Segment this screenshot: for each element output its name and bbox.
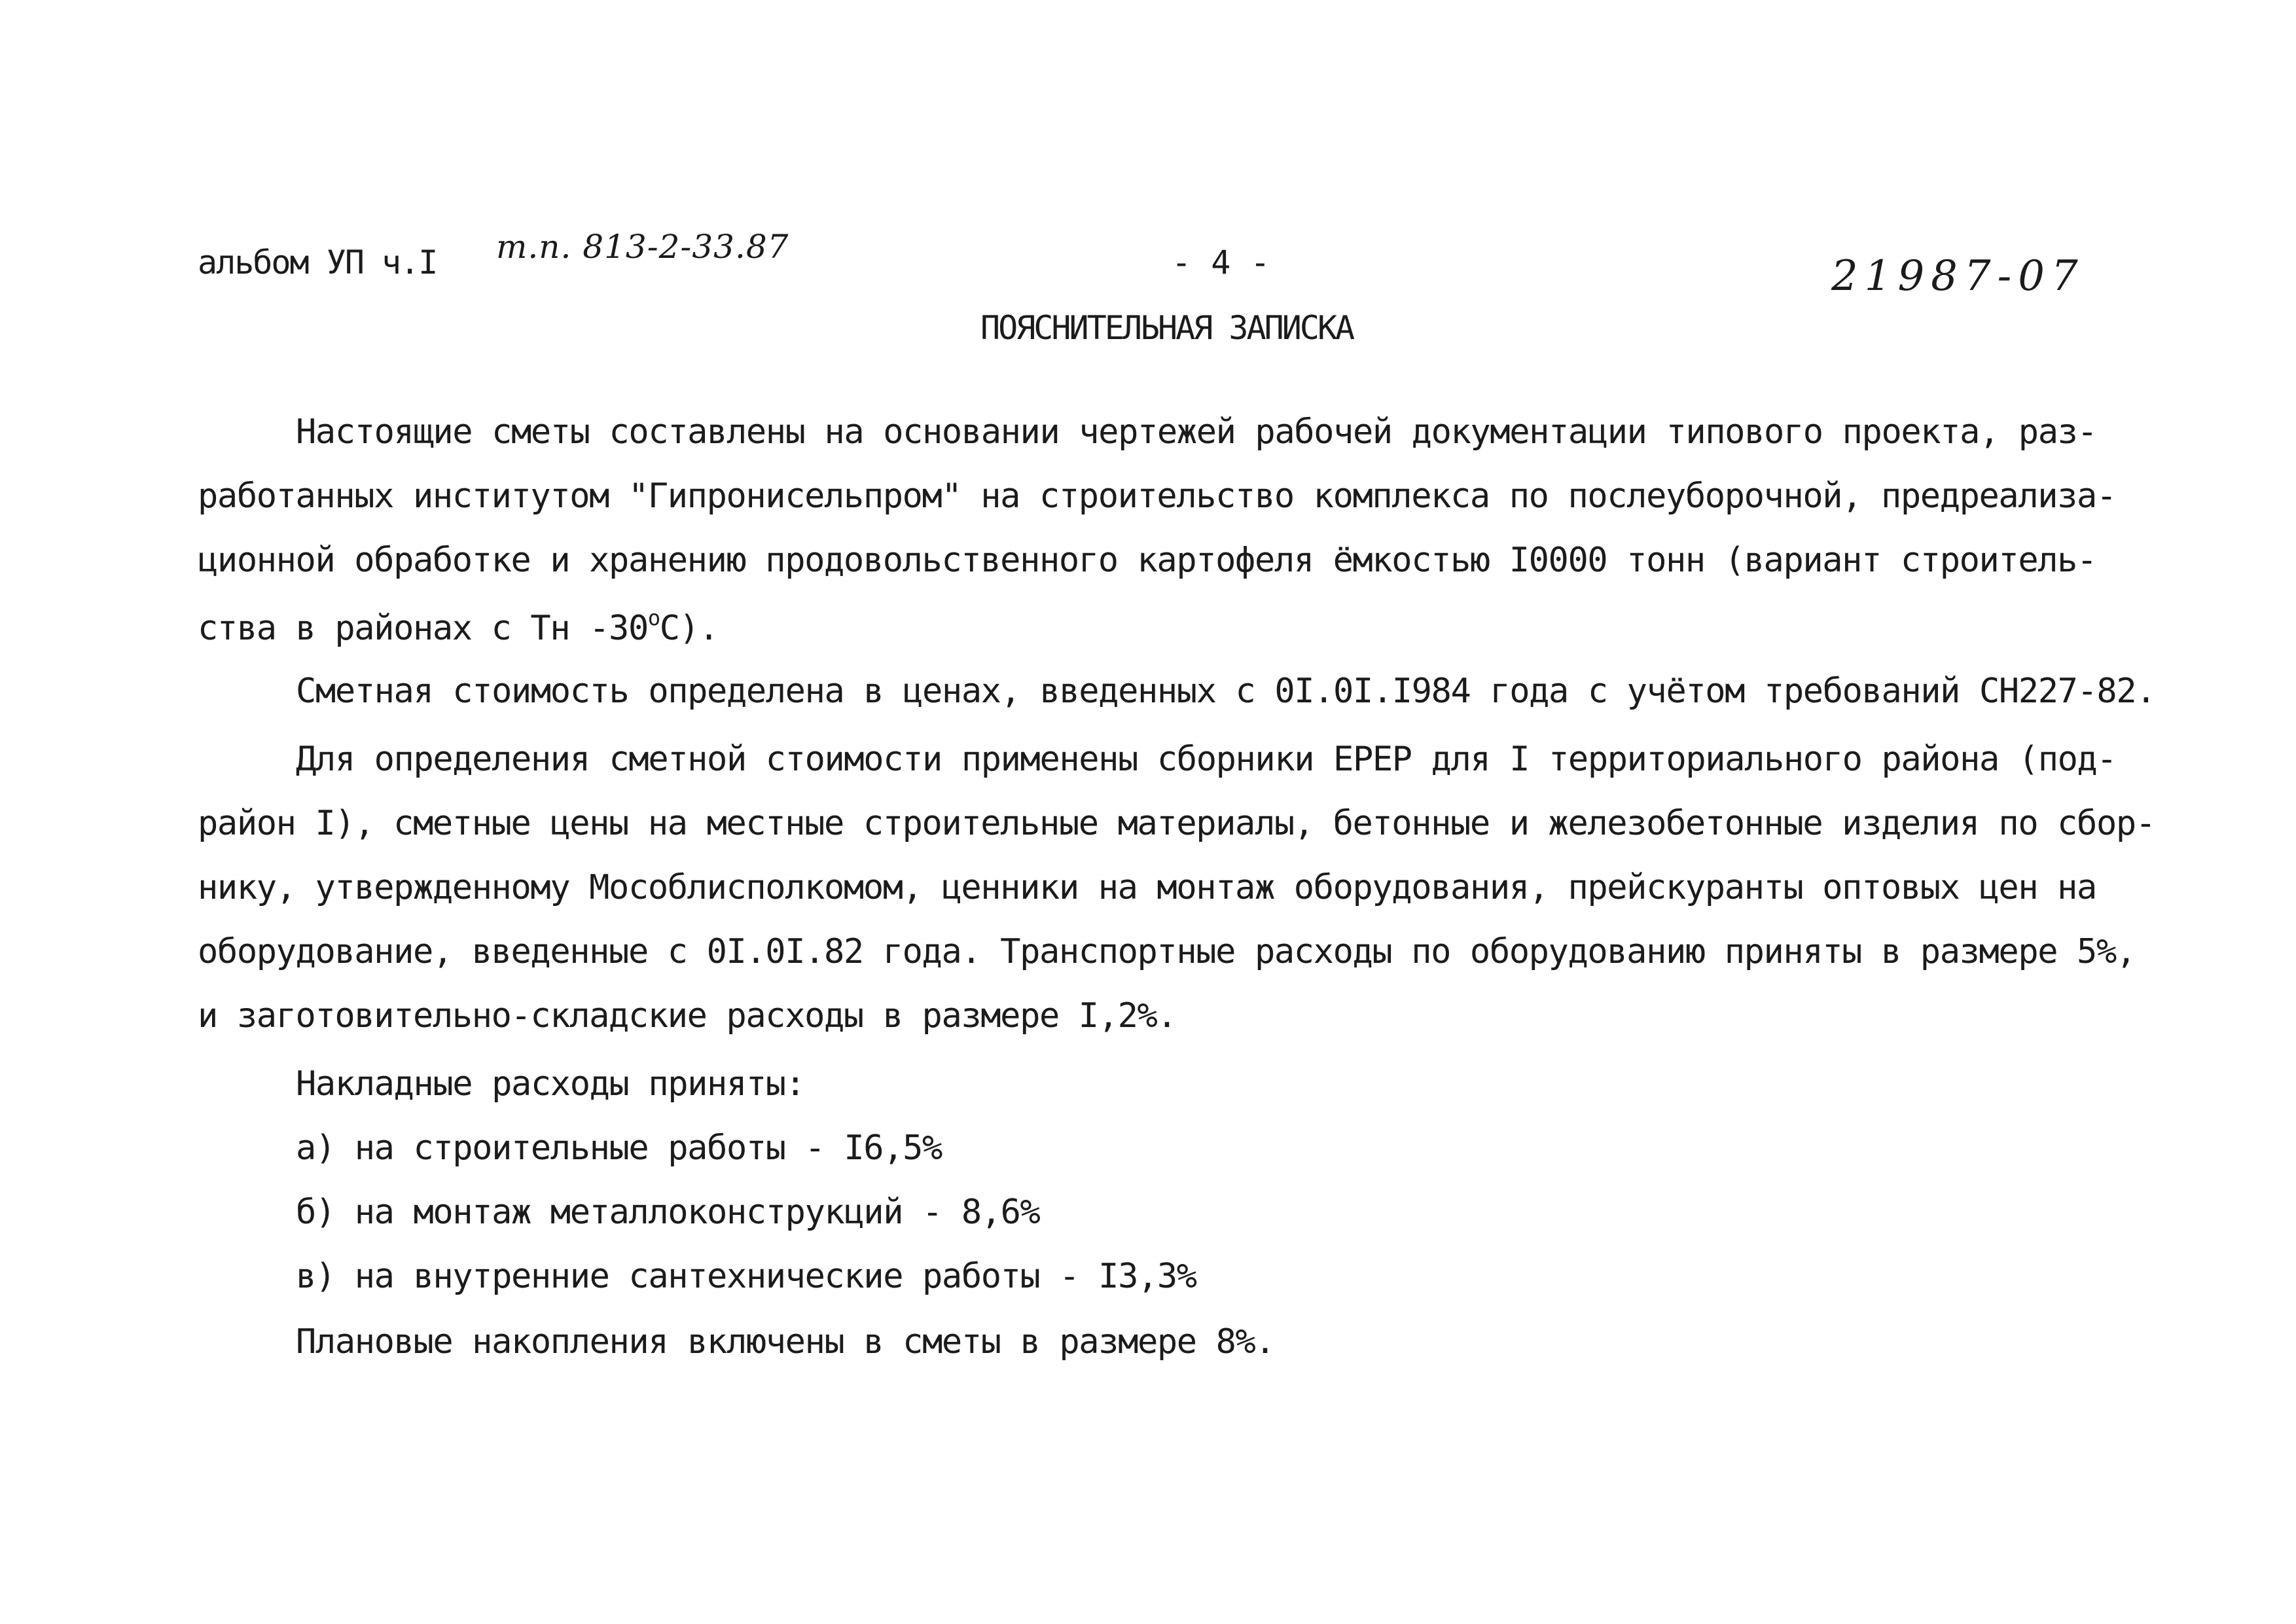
para1-line4-text: ства в районах с Тн -30	[198, 609, 648, 648]
page-number: - 4 -	[1172, 244, 1270, 281]
project-number-handwritten: т.п. 813-2-33.87	[496, 228, 789, 266]
overhead-item-construction: а) на строительные работы - I6,5%	[296, 1128, 942, 1168]
para3-line2: район I), сметные цены на местные строительные материалы, бетонные и железобетонные изделия по сбор-	[198, 804, 2155, 843]
overhead-item-metal: б) на монтаж металлоконструкций - 8,6%	[296, 1193, 1040, 1232]
overhead-item-sanitary: в) на внутренние сантехнические работы - I3,3%	[296, 1257, 1196, 1296]
album-label: альбом УП ч.I	[198, 244, 437, 281]
page-title: ПОЯСНИТЕЛЬНАЯ ЗАПИСКА	[980, 309, 1354, 347]
para1-line3: ционной обработке и хранению продовольственного картофеля ёмкостью I0000 тонн (вариант строитель-	[198, 541, 2096, 580]
document-number-handwritten: 21987-07	[1831, 252, 2085, 300]
planned-savings: Плановые накопления включены в сметы в размере 8%.	[296, 1322, 1275, 1362]
para1-line4-end: С).	[659, 609, 719, 648]
para3-line3: нику, утвержденному Мособлисполкомом, ценники на монтаж оборудования, прейскуранты оптовых цен на	[198, 868, 2096, 907]
degree-sign: о	[647, 605, 660, 630]
para1-line2: работанных институтом "Гипронисельпром" на строительство комплекса по послеуборочной, предреализа-	[198, 477, 2116, 516]
para1-line1: Настоящие сметы составлены на основании чертежей рабочей документации типового проекта, раз-	[296, 412, 2097, 452]
overhead-heading: Накладные расходы приняты:	[296, 1064, 805, 1104]
para1-line4	[198, 605, 719, 648]
para3-line1: Для определения сметной стоимости применены сборники ЕРЕР для I территориального района (под-	[296, 740, 2117, 779]
para3-line4: оборудование, введенные с 0I.0I.82 года. Транспортные расходы по оборудованию приняты в размере 5%,	[198, 932, 2136, 971]
para3-line5: и заготовительно-складские расходы в размере I,2%.	[198, 996, 1177, 1036]
para2-line1: Сметная стоимость определена в ценах, введенных с 0I.0I.I984 года с учётом требований СН227-82.	[296, 672, 2156, 711]
